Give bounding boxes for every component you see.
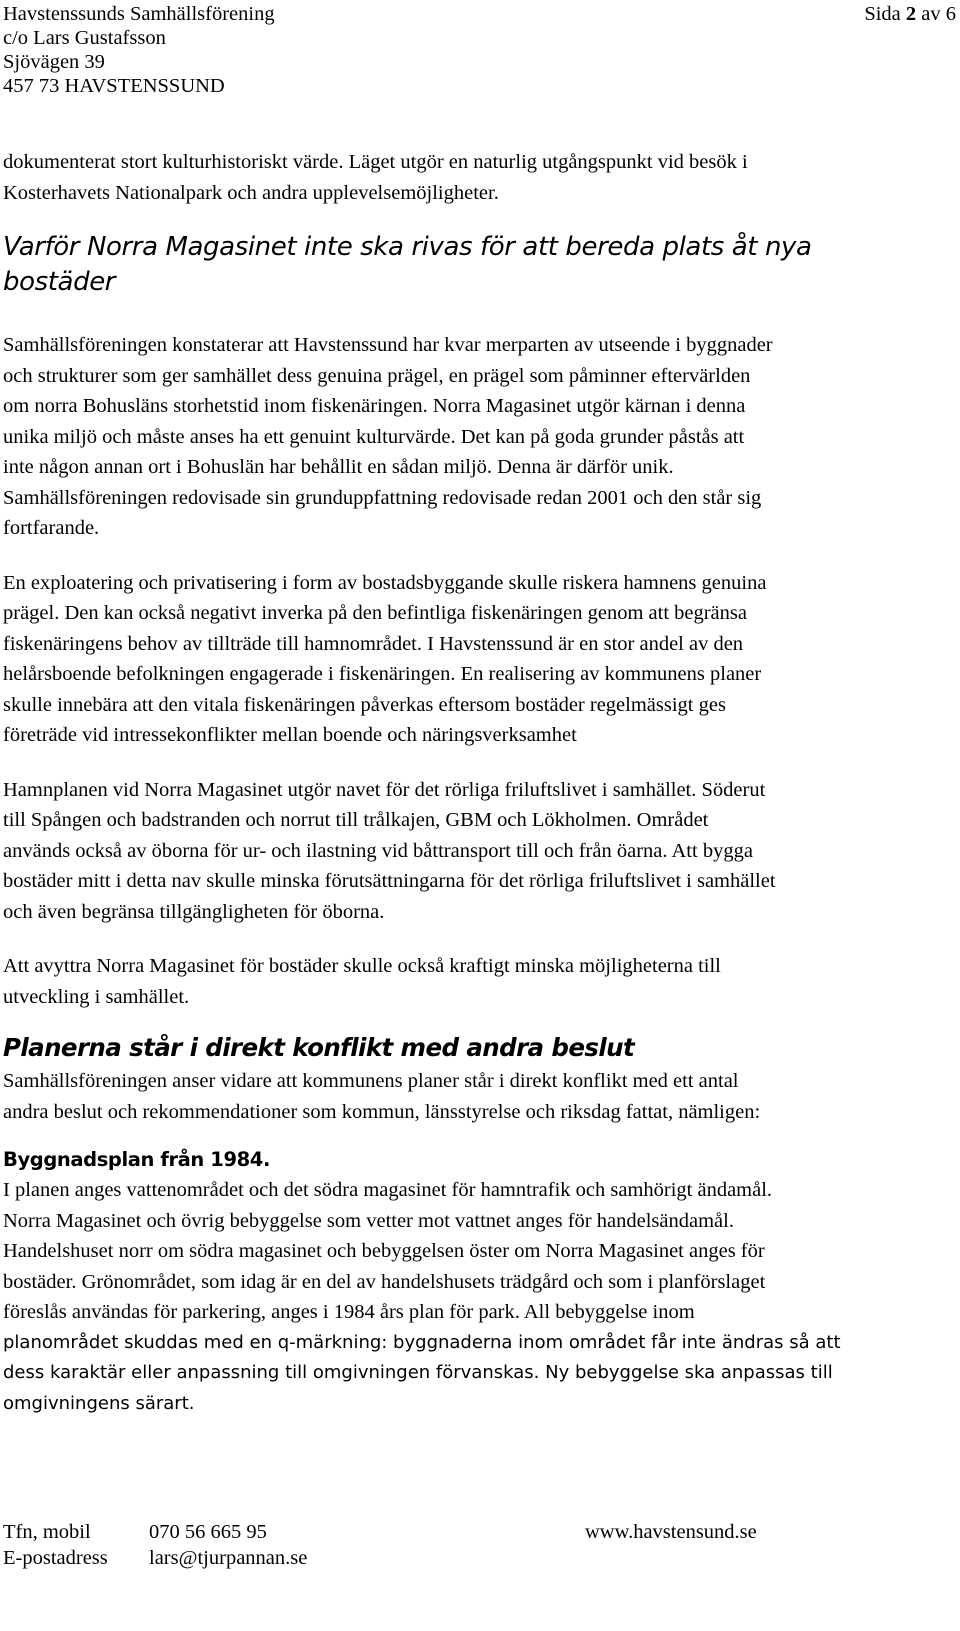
subheading-building-plan-1984: Byggnadsplan från 1984. xyxy=(3,1148,270,1171)
page-indicator: Sida 2 av 6 xyxy=(864,3,956,25)
page-footer xyxy=(3,1519,958,1571)
letterhead-address xyxy=(3,2,275,98)
document-body xyxy=(3,147,958,1419)
street-address: Sjövägen 39 xyxy=(3,51,105,73)
paragraph-cultural-value: Samhällsföreningen konstaterar att Havstenssund har kvar merparten av utseende i byggnader och strukturer som ger samhället dess genuina prägel, en prägel som påminner eftervärlden om norra Bohusläns storhetstid inom fiskenäringen. Norra Magasinet utgör kärnan i denna unika miljö och måste anses ha ett genuint kulturvärde. Det kan på goda grunder påstås att inte någon annan ort i Bohuslän har behållit en sådan miljö. Denna är därför unik. Samhällsföreningen redovisade sin grunduppfattning redovisade redan 2001 och den står sig fortfarande. xyxy=(3,334,773,539)
postal-address: 457 73 HAVSTENSSUND xyxy=(3,75,225,97)
page-number: 2 xyxy=(905,3,917,25)
org-name: Havstenssunds Samhällsförening xyxy=(3,3,275,25)
paragraph-q-marking: planområdet skuddas med en q-märkning: byggnaderna inom området får inte ändras så att dess karaktär eller anpassning till omgivningen förvanskas. Ny bebyggelse ska anpassas till omgivningens särart. xyxy=(3,1331,841,1414)
email-address[interactable]: lars@tjurpannan.se xyxy=(149,1547,308,1569)
section-heading-conflict: Planerna står i direkt konflikt med andra beslut xyxy=(3,1033,635,1062)
footer-row-phone xyxy=(3,1519,958,1545)
phone-number: 070 56 665 95 xyxy=(149,1521,267,1543)
phone-label: Tfn, mobil xyxy=(3,1521,91,1543)
paragraph-development: Att avyttra Norra Magasinet för bostäder skulle också kraftigt minska möjligheterna till utveckling i samhället. xyxy=(3,955,721,1008)
website-link[interactable]: www.havstensund.se xyxy=(585,1521,757,1543)
section-heading-why-not-demolish: Varför Norra Magasinet inte ska rivas för att bereda plats åt nya bostäder xyxy=(3,232,812,297)
paragraph-fishing-industry: En exploatering och privatisering i form av bostadsbyggande skulle riskera hamnens genuina prägel. Den kan också negativt inverka på den befintliga fiskenäringen genom att begränsa fiskenäringens behov av tillträde till hamnområdet. I Havstenssund är en stor andel av den helårsboende befolkningen engagerade i fiskenäringen. En realisering av kommunens planer skulle innebära att den vitala fiskenäringen påverkas eftersom bostäder regelmässigt ges företräde vid intressekonflikter mellan boende och näringsverksamhet xyxy=(3,571,767,746)
footer-row-email xyxy=(3,1545,958,1571)
email-label: E-postadress xyxy=(3,1547,108,1569)
care-of: c/o Lars Gustafsson xyxy=(3,27,166,49)
intro-paragraph: dokumenterat stort kulturhistoriskt värde. Läget utgör en naturlig utgångspunkt vid besök i Kosterhavets Nationalpark och andra upplevelsemöjligheter. xyxy=(3,151,748,204)
paragraph-outdoor-life: Hamnplanen vid Norra Magasinet utgör navet för det rörliga friluftslivet i samhället. Söderut till Spången och badstranden och norrut till trålkajen, GBM och Lökholmen. Området används också av öborna för ur- och ilastning vid båttransport till och från öarna. Att bygga bostäder mitt i detta nav skulle minska förutsättningarna för det rörliga friluftslivet i samhället och även begränsa tillgängligheten för öborna. xyxy=(3,778,776,923)
paragraph-conflicting-decisions: Samhällsföreningen anser vidare att kommunens planer står i direkt konflikt med ett antal andra beslut och rekommendationer som kommun, länsstyrelse och riksdag fattat, nämligen: xyxy=(3,1070,761,1123)
paragraph-building-plan: I planen anges vattenområdet och det södra magasinet för hamntrafik och samhörigt ändamål. Norra Magasinet och övrig bebyggelse som vetter mot vattnet anges för handelsändamål. Handelshuset norr om södra magasinet och bebyggelsen öster om Norra Magasinet anges för bostäder. Grönområdet, som idag är en del av handelshusets trädgård och som i planförslaget föreslås användas för parkering, anges i 1984 års plan för park. All bebyggelse inom xyxy=(3,1179,773,1323)
